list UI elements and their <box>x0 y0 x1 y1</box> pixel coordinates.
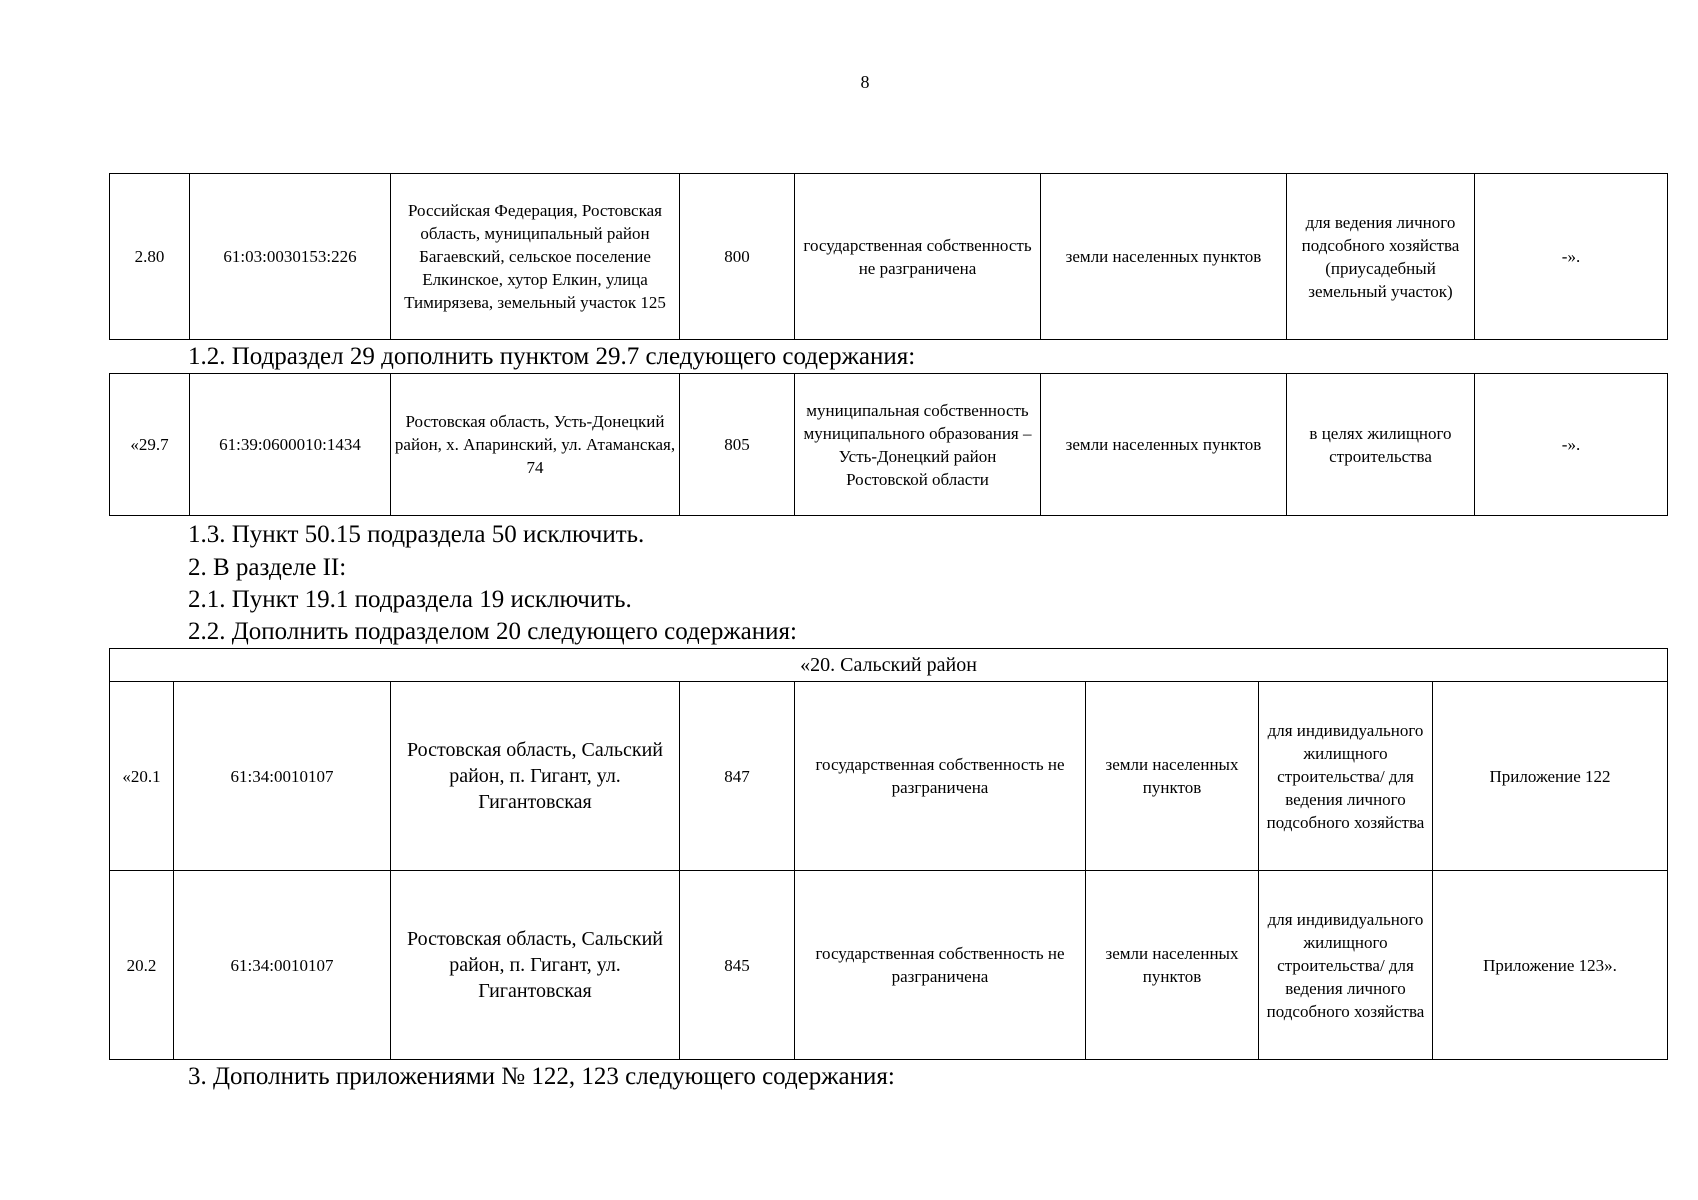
row-number: 20.2 <box>110 871 174 1060</box>
row-number: 2.80 <box>110 174 190 340</box>
area: 800 <box>680 174 795 340</box>
permitted-use: для ведения личного подсобного хозяйства (приусадебный земельный участок) <box>1287 174 1475 340</box>
area: 847 <box>680 682 795 871</box>
land-table-2 <box>109 373 1668 516</box>
permitted-use: в целях жилищного строительства <box>1287 374 1475 516</box>
paragraph-1-2: 1.2. Подраздел 29 дополнить пунктом 29.7 следующего содержания: <box>188 343 916 370</box>
area: 805 <box>680 374 795 516</box>
land-category: земли населенных пунктов <box>1041 174 1287 340</box>
row-number: «20.1 <box>110 682 174 871</box>
section-header-row <box>110 649 1668 682</box>
table-row <box>110 174 1668 340</box>
land-table-1 <box>109 173 1668 340</box>
permitted-use: для индивидуального жилищного строительства/ для ведения личного подсобного хозяйства <box>1259 682 1433 871</box>
ownership: государственная собственность не разграничена <box>795 174 1041 340</box>
address: Ростовская область, Сальский район, п. Гигант, ул. Гигантовская <box>391 682 680 871</box>
page-number: 8 <box>860 72 870 92</box>
address: Ростовская область, Сальский район, п. Гигант, ул. Гигантовская <box>391 871 680 1060</box>
cadastral-number: 61:34:0010107 <box>174 682 391 871</box>
row-number: «29.7 <box>110 374 190 516</box>
table-row <box>110 682 1668 871</box>
note: Приложение 123». <box>1433 871 1668 1060</box>
note: -». <box>1475 174 1668 340</box>
permitted-use: для индивидуального жилищного строительства/ для ведения личного подсобного хозяйства <box>1259 871 1433 1060</box>
table-row <box>110 871 1668 1060</box>
table-row <box>110 374 1668 516</box>
land-category: земли населенных пунктов <box>1041 374 1287 516</box>
address: Российская Федерация, Ростовская область, муниципальный район Багаевский, сельское поселение Елкинское, хутор Елкин, улица Тимирязева, земельный участок 125 <box>391 174 680 340</box>
paragraph-2: 2. В разделе II: <box>188 554 347 581</box>
paragraph-3: 3. Дополнить приложениями № 122, 123 следующего содержания: <box>188 1063 895 1090</box>
cadastral-number: 61:39:0600010:1434 <box>190 374 391 516</box>
area: 845 <box>680 871 795 1060</box>
paragraph-2-1: 2.1. Пункт 19.1 подраздела 19 исключить. <box>188 586 632 613</box>
note: -». <box>1475 374 1668 516</box>
cadastral-number: 61:03:0030153:226 <box>190 174 391 340</box>
cadastral-number: 61:34:0010107 <box>174 871 391 1060</box>
note: Приложение 122 <box>1433 682 1668 871</box>
land-table-3 <box>109 648 1668 1060</box>
ownership: муниципальная собственность муниципального образования – Усть-Донецкий район Ростовской области <box>795 374 1041 516</box>
paragraph-2-2: 2.2. Дополнить подразделом 20 следующего содержания: <box>188 618 797 645</box>
section-header: «20. Сальский район <box>110 649 1668 682</box>
land-category: земли населенных пунктов <box>1086 871 1259 1060</box>
ownership: государственная собственность не разграничена <box>795 871 1086 1060</box>
ownership: государственная собственность не разграничена <box>795 682 1086 871</box>
paragraph-1-3: 1.3. Пункт 50.15 подраздела 50 исключить. <box>188 521 645 548</box>
land-category: земли населенных пунктов <box>1086 682 1259 871</box>
address: Ростовская область, Усть-Донецкий район, х. Апаринский, ул. Атаманская, 74 <box>391 374 680 516</box>
